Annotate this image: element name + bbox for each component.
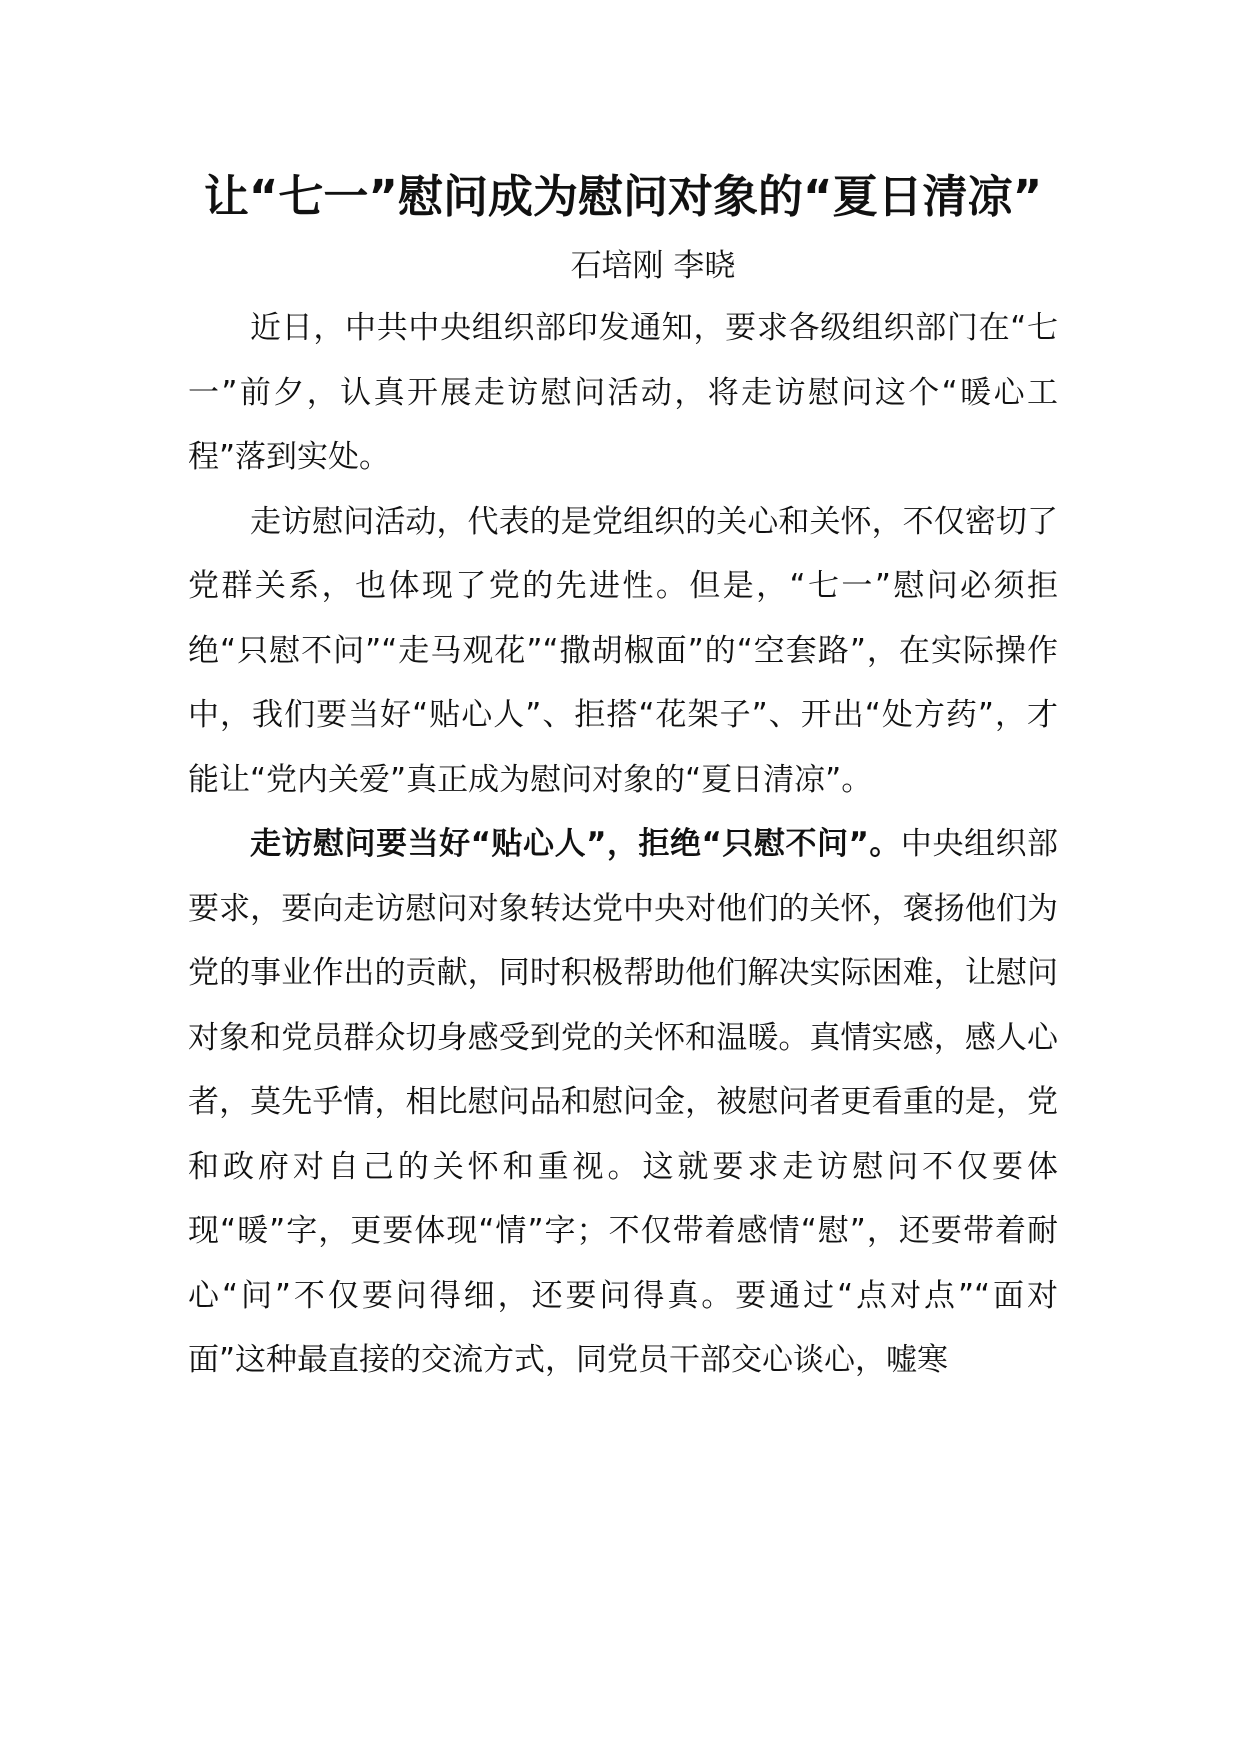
- paragraph-text: 走访慰问活动，代表的是党组织的关心和关怀，不仅密切了党群关系，也体现了党的先进性。但是，“七一”慰问必须拒绝“只慰不问”“走马观花”“撒胡椒面”的“空套路”，在实际操作中，我们要当好“贴心人”、拒搭“花架子”、开出“处方药”，才能让“党内关爱”真正成为慰问对象的“夏日清凉”。: [188, 503, 1058, 798]
- paragraph-text: 中央组织部要求，要向走访慰问对象转达党中央对他们的关怀，褒扬他们为党的事业作出的贡献，同时积极帮助他们解决实际困难，让慰问对象和党员群众切身感受到党的关怀和温暖。真情实感，感人心者，莫先乎情，相比慰问品和慰问金，被慰问者更看重的是，党和政府对自己的关怀和重视。这就要求走访慰问不仅要体现“暖”字，更要体现“情”字；不仅带着感情“慰”，还要带着耐心“问”不仅要问得细，还要问得真。要通过“点对点”“面对面”这种最直接的交流方式，同党员干部交心谈心，嘘寒: [188, 826, 1058, 1378]
- paragraph-3: [188, 812, 1058, 1393]
- paragraph-1: [188, 296, 1058, 490]
- document-author: 石培刚 李晓: [570, 248, 736, 284]
- paragraph-lead-heading: 走访慰问要当好“贴心人”，拒绝“只慰不问”。: [250, 826, 901, 862]
- paragraph-2: [188, 490, 1058, 813]
- paragraph-text: 近日，中共中央组织部印发通知，要求各级组织部门在“七一”前夕，认真开展走访慰问活动，将走访慰问这个“暖心工程”落到实处。: [188, 310, 1058, 475]
- document-title: 让“七一”慰问成为慰问对象的“夏日清凉”: [203, 170, 1043, 223]
- document-page: [188, 162, 1058, 1393]
